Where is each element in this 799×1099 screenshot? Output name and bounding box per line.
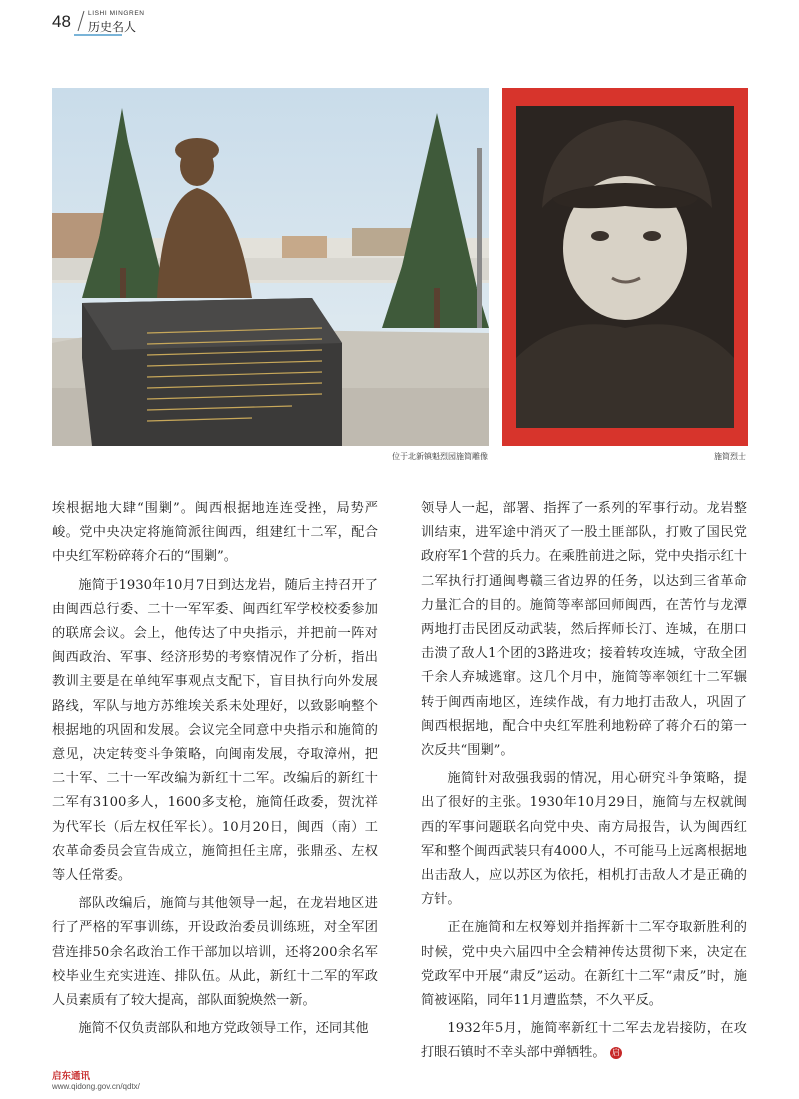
article-paragraph: 部队改编后，施简与其他领导一起，在龙岩地区进行了严格的军事训练，开设政治委员训练班，对全军团营连排50余名政治工作干部加以培训，还将200余名军校毕业生充实进连、排队伍。从此，新红十二军的军政人员素质有了较大提高，部队面貌焕然一新。 <box>52 896 378 1009</box>
article-paragraph-text: 1932年5月，施简率新红十二军去龙岩接防，在攻打眼石镇时不幸头部中弹牺牲。 <box>421 1021 747 1061</box>
statue-photo-caption: 位于北新镇魁烈园施简雕像 <box>392 452 488 461</box>
article-paragraph: 埃根据地大肆“围剿”。闽西根据地连连受挫，局势严峻。党中央决定将施简派往闽西，组建红十二军，配合中央红军粉碎蒋介石的“围剿”。 <box>52 501 378 565</box>
article-column-right <box>421 497 747 1070</box>
end-mark-icon: 启 <box>611 1047 620 1057</box>
article-paragraph: 正在施简和左权筹划并指挥新十二军夺取新胜利的时候，党中央六届四中全会精神传达贯彻下来，决定在党政军中开展“肃反”运动。在新红十二军“肃反”时，施简被诬陷，同年11月遭监禁，不久平反。 <box>421 920 747 1009</box>
header-accent-rule <box>74 34 122 36</box>
portrait-photo-caption: 施简烈士 <box>714 452 746 461</box>
article-paragraph: 施简于1930年10月7日到达龙岩，随后主持召开了由闽西总行委、二十一军军委、闽西红军学校校委参加的联席会议。会上，他传达了中央指示，并把前一阵对闽西政治、军事、经济形势的考察情况作了分析，指出教训主要是在单纯军事观点支配下，盲目执行向外发展路线，军队与地方苏维埃关系未处理好，以致影响整个根据地的巩固和发展。会议完全同意中央指示和施简的意见，决定转变斗争策略，向闽南发展，夺取漳州，把二十军、二十一军改编为新红十二军。改编后的新红十二军有3100多人，1600多支枪，施简任政委，贺沈祥为代军长（后左权任军长）。10月20日，闽西（南）工农革命委员会宣告成立，施简担任主席，张鼎丞、左权等人任常委。 <box>52 577 378 884</box>
portrait-photo <box>502 88 748 446</box>
page-header <box>52 6 252 34</box>
article-column-left <box>52 497 378 1045</box>
header-slash-decoration <box>77 10 85 32</box>
article-paragraph-final <box>421 1017 747 1065</box>
article-paragraph: 施简针对敌强我弱的情况，用心研究斗争策略，提出了很好的主张。1930年10月29日，施简与左权就闽西的军事问题联名向党中央、南方局报告，认为闽西红军和整个闽西武装只有4000人，不可能马上远离根据地出击敌人，应以苏区为依托，相机打击敌人才是正确的方针。 <box>421 771 747 908</box>
section-pinyin: LISHI MINGREN <box>88 10 145 17</box>
section-title: 历史名人 <box>88 20 137 34</box>
statue-photo <box>52 88 489 446</box>
footer-brand: 启东通讯 <box>52 1071 91 1082</box>
article-paragraph: 施简不仅负责部队和地方党政领导工作，还同其他 <box>78 1021 369 1037</box>
article-paragraph: 领导人一起，部署、指挥了一系列的军事行动。龙岩整训结束，进军途中消灭了一股土匪部队，打败了国民党政府军1个营的兵力。在乘胜前进之际，党中央指示红十二军执行打通闽粤赣三省边界的任务，以达到三省革命力量汇合的目的。施简等率部回师闽西，在苦竹与龙潭两地打击民团反动武装，然后挥师长汀、连城，在朋口击溃了敌人1个团的3路进攻；接着转攻连城，守敌全团千余人弃城逃窜。这几个月中，施简等率领红十二军辗转于闽西南地区，连续作战，有力地打击敌人，巩固了闽西根据地，配合中央红军胜利地粉碎了蒋介石的第一次反共“围剿”。 <box>421 501 747 759</box>
footer-url[interactable]: www.qidong.gov.cn/qdtx/ <box>52 1082 140 1091</box>
page-number: 48 <box>52 12 71 31</box>
